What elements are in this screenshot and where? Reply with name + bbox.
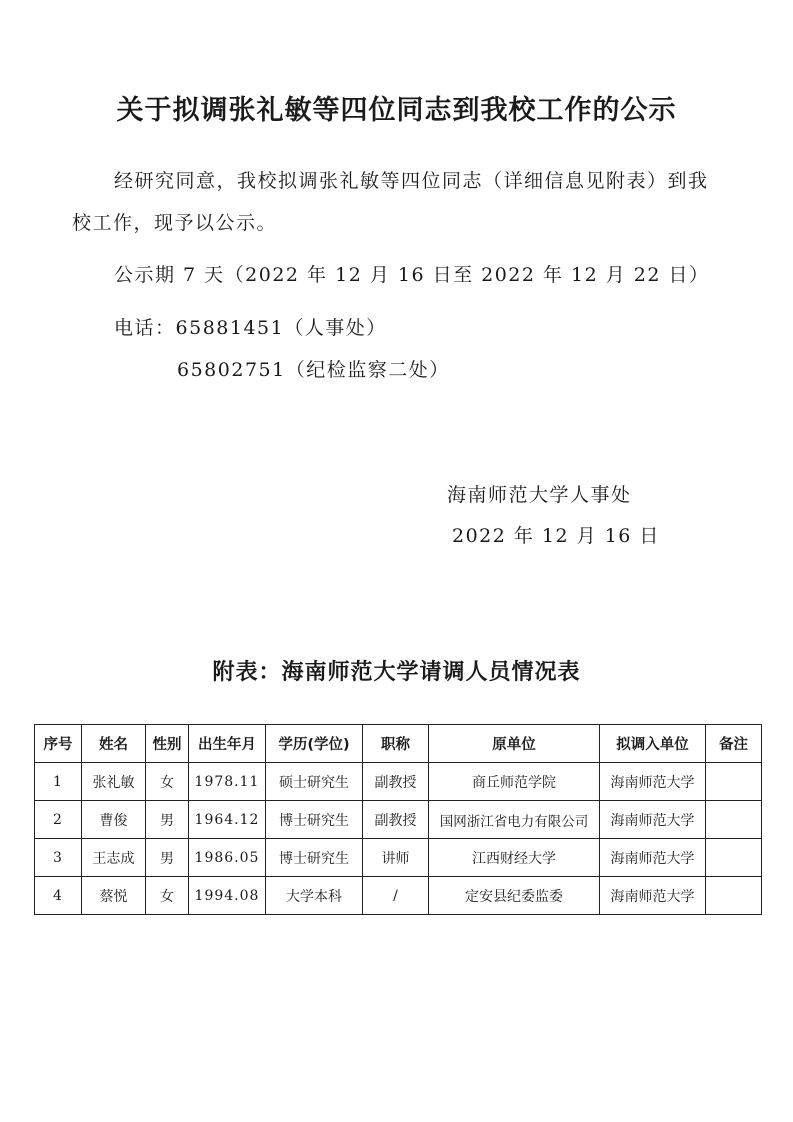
cell-index: 3 [35, 839, 82, 877]
table-row [35, 839, 762, 877]
cell-education: 大学本科 [266, 877, 363, 915]
cell-birth: 1986.05 [189, 839, 266, 877]
body-line-2: 校工作，现予以公示。 [72, 212, 278, 234]
cell-index: 1 [35, 763, 82, 801]
cell-title: / [363, 877, 429, 915]
cell-remarks [706, 801, 762, 839]
phone-number-discipline: 65802751（纪检监察二处） [177, 359, 450, 381]
header-target-unit: 拟调入单位 [600, 725, 706, 763]
cell-remarks [706, 763, 762, 801]
cell-target-unit: 海南师范大学 [600, 801, 706, 839]
cell-gender: 女 [146, 877, 189, 915]
cell-title: 讲师 [363, 839, 429, 877]
cell-original-unit: 江西财经大学 [429, 839, 600, 877]
header-birth: 出生年月 [189, 725, 266, 763]
cell-target-unit: 海南师范大学 [600, 763, 706, 801]
cell-name: 蔡悦 [82, 877, 146, 915]
table-row [35, 877, 762, 915]
cell-education: 博士研究生 [266, 839, 363, 877]
notice-period: 公示期 7 天（2022 年 12 月 16 日至 2022 年 12 月 22 日） [114, 264, 710, 286]
cell-original-unit: 商丘师范学院 [429, 763, 600, 801]
cell-remarks [706, 877, 762, 915]
header-remarks: 备注 [706, 725, 762, 763]
cell-gender: 男 [146, 839, 189, 877]
personnel-table [34, 724, 762, 915]
cell-original-unit: 国网浙江省电力有限公司 [429, 801, 600, 839]
cell-name: 王志成 [82, 839, 146, 877]
cell-original-unit: 定安县纪委监委 [429, 877, 600, 915]
cell-title: 副教授 [363, 801, 429, 839]
phone-line-2 [177, 357, 450, 383]
header-education: 学历(学位) [266, 725, 363, 763]
body-line-1: 经研究同意，我校拟调张礼敏等四位同志（详细信息见附表）到我 [114, 170, 709, 192]
cell-name: 曹俊 [82, 801, 146, 839]
table-row [35, 763, 762, 801]
cell-title: 副教授 [363, 763, 429, 801]
body-paragraph [72, 160, 732, 244]
cell-gender: 男 [146, 801, 189, 839]
cell-birth: 1964.12 [189, 801, 266, 839]
header-title: 职称 [363, 725, 429, 763]
cell-gender: 女 [146, 763, 189, 801]
signature-date: 2022 年 12 月 16 日 [452, 525, 660, 547]
table-header-row [35, 725, 762, 763]
cell-birth: 1978.11 [189, 763, 266, 801]
cell-target-unit: 海南师范大学 [600, 877, 706, 915]
header-original-unit: 原单位 [429, 725, 600, 763]
table-row [35, 801, 762, 839]
header-gender: 性别 [146, 725, 189, 763]
cell-education: 博士研究生 [266, 801, 363, 839]
cell-index: 2 [35, 801, 82, 839]
phone-number-hr: 65881451（人事处） [175, 317, 387, 339]
phone-label: 电话： [114, 317, 176, 339]
header-index: 序号 [35, 725, 82, 763]
page-title: 关于拟调张礼敏等四位同志到我校工作的公示 [116, 95, 677, 126]
cell-education: 硕士研究生 [266, 763, 363, 801]
signature-organization: 海南师范大学人事处 [447, 484, 632, 506]
appendix-title: 附表：海南师范大学请调人员情况表 [212, 660, 581, 685]
header-name: 姓名 [82, 725, 146, 763]
cell-target-unit: 海南师范大学 [600, 839, 706, 877]
cell-name: 张礼敏 [82, 763, 146, 801]
cell-birth: 1994.08 [189, 877, 266, 915]
cell-index: 4 [35, 877, 82, 915]
cell-remarks [706, 839, 762, 877]
phone-line-1 [114, 315, 387, 341]
